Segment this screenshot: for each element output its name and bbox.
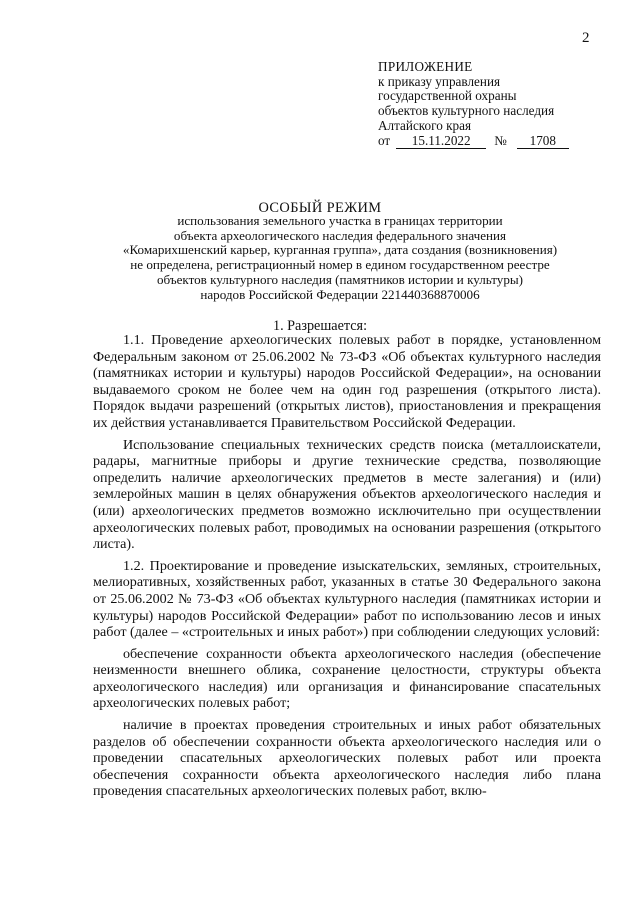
paragraph: наличие в проектах проведения строительных и иных работ обязательных разделов об обеспечении сохранности объекта археологического наследия или о проведении спасательных археологических полевых работ или проекта обеспечения сохранности объекта археологического наследия либо плана проведения спасательных археологических полевых работ, вклю- bbox=[93, 717, 601, 800]
appendix-heading: ПРИЛОЖЕНИЕ bbox=[378, 59, 473, 74]
paragraph: обеспечение сохранности объекта археологического наследия (обеспечение неизменности внешнего облика, сохранение целостности, структуры объекта археологического наследия) или организация и финансирование спасательных археологических полевых работ; bbox=[93, 645, 601, 712]
order-date: 15.11.2022 bbox=[396, 134, 486, 150]
appendix-line: объектов культурного наследия bbox=[378, 103, 555, 119]
date-label: от bbox=[378, 132, 391, 148]
subtitle-line: не определена, регистрационный номер в едином государственном реестре bbox=[130, 257, 550, 273]
subtitle-line: использования земельного участка в границах территории bbox=[177, 213, 503, 228]
appendix-line: к приказу управления bbox=[378, 73, 501, 89]
page-number: 2 bbox=[582, 30, 590, 46]
appendix-block bbox=[378, 60, 628, 149]
subtitle-line: объекта археологического наследия федерального значения bbox=[173, 227, 507, 243]
appendix-line: государственной охраны bbox=[378, 88, 517, 104]
subtitle-line: «Комарихшенский карьер, курганная группа», дата создания (возникновения) bbox=[122, 242, 558, 258]
section-heading: 1. Разрешается: bbox=[272, 318, 368, 334]
document-subtitle bbox=[60, 214, 620, 302]
subtitle-line: объектов культурного наследия (памятников истории и культуры) bbox=[156, 271, 524, 287]
order-number: 1708 bbox=[517, 134, 569, 150]
subtitle-line: народов Российской Федерации 221440368870006 bbox=[200, 286, 480, 302]
paragraph: Использование специальных технических средств поиска (металлоискатели, радары, магнитные приборы и другие технические средства, позволяющие определить наличие археологических предметов в месте залегания) и (или) землеройных машин в целях обнаружения объектов археологического наследия и (или) археологических предметов возможно исключительно при осуществлении археологических полевых работ, проводимых на основании разрешения (открытого листа). bbox=[93, 436, 601, 553]
document-title: ОСОБЫЙ РЕЖИМ bbox=[258, 200, 382, 216]
paragraph: 1.1. Проведение археологических полевых работ в порядке, установленном Федеральным законом от 25.06.2002 № 73-ФЗ «Об объектах культурного наследия (памятниках истории и культуры) народов Российской Федерации», на основании выдаваемого сроком не более чем на один год разрешения (открытого листа). Порядок выдачи разрешений (открытых листов), приостановления и прекращения их действия устанавливается Правительством Российской Федерации. bbox=[93, 332, 601, 431]
paragraph: 1.2. Проектирование и проведение изыскательских, земляных, строительных, мелиоративных, хозяйственных работ, указанных в статье 30 Федерального закона от 25.06.2002 № 73-ФЗ «Об объектах культурного наследия (памятниках истории и культуры) народов Российской Федерации» работ по использованию лесов и иных работ (далее – «строительных и иных работ») при соблюдении следующих условий: bbox=[93, 557, 601, 641]
order-date-number-line bbox=[378, 134, 628, 150]
appendix-line: Алтайского края bbox=[378, 117, 472, 133]
body-text bbox=[93, 332, 601, 800]
number-label: № bbox=[494, 132, 507, 148]
